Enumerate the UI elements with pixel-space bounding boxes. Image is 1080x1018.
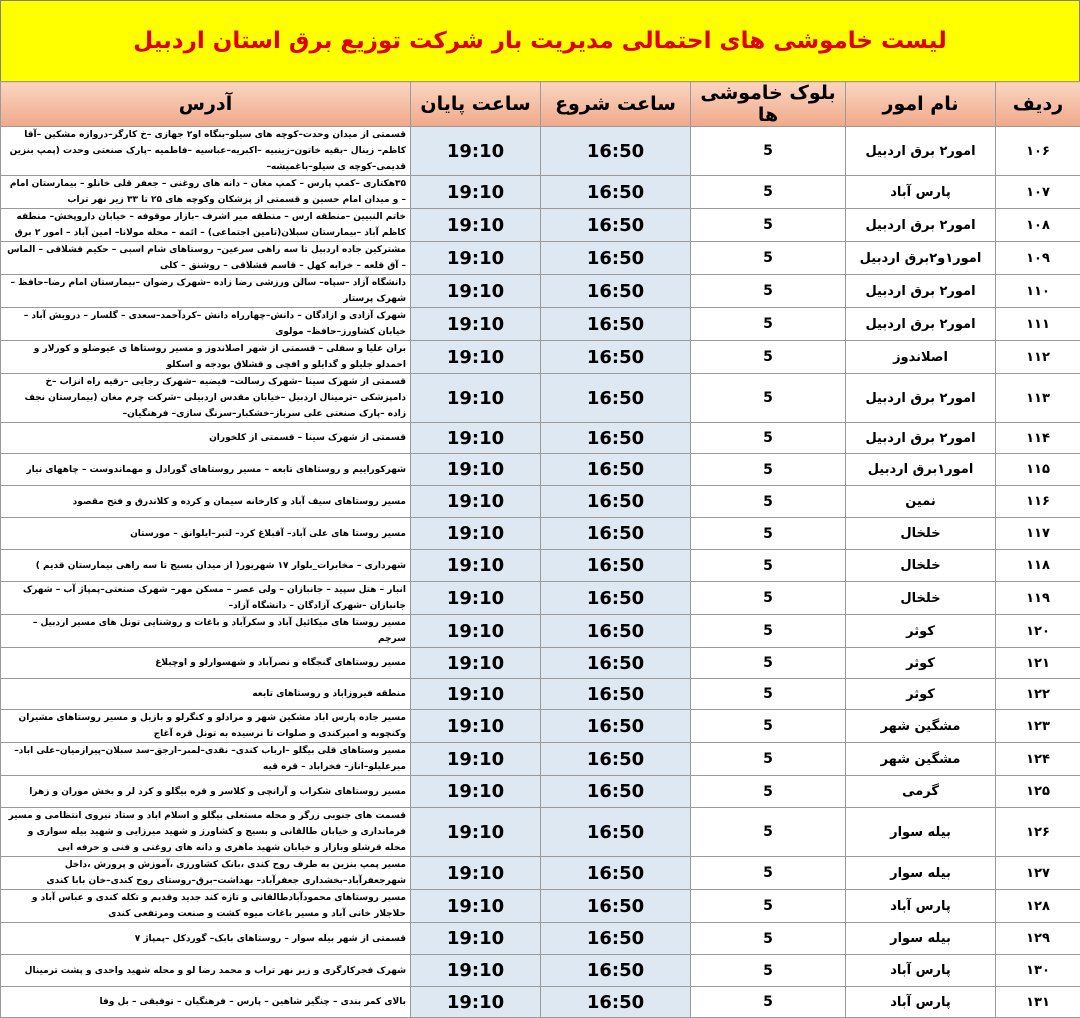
area-name-cell: بیله سوار — [846, 857, 996, 890]
row-number-cell: ۱۳۱ — [996, 987, 1080, 1018]
address-cell: دانشگاه آزاد –سپاه– سالن ورزشی رضا زاده –شهرک رضوان –بیمارستان امام رضا–حافظ – شهرک پرستار — [1, 275, 411, 308]
header-block: بلوک خاموشی ها — [691, 82, 846, 127]
table-row — [1, 648, 1080, 679]
row-number-cell: ۱۱۶ — [996, 486, 1080, 518]
row-number-cell: ۱۰۷ — [996, 176, 1080, 209]
row-number-cell: ۱۱۰ — [996, 275, 1080, 308]
address-cell: مسیر پمپ بنزین به طرف روح کندی ،بانک کشاورزی ،آموزش و پرورش ،داخل شهرجعفرآباد–بخشداری جعفرآباد– بهداشت–برق–روستای روح کندی–خان بابا کندی — [1, 857, 411, 890]
address-cell: مسیر روستاهای محمودآبادطالقانی و تازه کند جدید وقدیم و تکله کندی و عباس آباد و حلاجلار خانی آباد و مسیر باغات میوه کشت و صنعت ومرتفعی کندی — [1, 890, 411, 923]
address-cell: شهرک آزادی و ازادگان – دانش–چهارراه دانش –کردآحمد–سعدی – گلسار – درویش آباد –خیابان کشاورز–حافظ– مولوی — [1, 308, 411, 341]
address-cell: انبار – هتل سپید – جانبازان – ولی عصر – مسکن مهر– شهرک صنعتی–پمپاژ آب – شهرک جانبازان –شهرک آزادگان – دانشگاه آزاد– — [1, 582, 411, 615]
table-header-row — [1, 82, 1080, 127]
area-name-cell: امور۱برق اردبیل — [846, 454, 996, 486]
table-row — [1, 374, 1080, 423]
address-cell: ۳۵هکتاری –کمپ پارس – کمپ مغان – دانه های روغنی – جعفر قلی خانلو – بیمارستان امام – و میدان امام حسین و قسمتی از پزشکان وکوچه های ۲۵ تا ۳۳ زیر نهر تراب — [1, 176, 411, 209]
area-name-cell: پارس آباد — [846, 176, 996, 209]
table-row — [1, 176, 1080, 209]
table-row — [1, 423, 1080, 454]
table-row — [1, 857, 1080, 890]
row-number-cell: ۱۱۵ — [996, 454, 1080, 486]
area-name-cell: پارس آباد — [846, 987, 996, 1018]
area-name-cell: امور۲ برق اردبیل — [846, 275, 996, 308]
row-number-cell: ۱۲۶ — [996, 808, 1080, 857]
start-time-cell: 16:50 — [541, 890, 691, 923]
area-name-cell: پارس آباد — [846, 955, 996, 987]
table-row — [1, 679, 1080, 710]
start-time-cell: 16:50 — [541, 518, 691, 550]
row-number-cell: ۱۳۰ — [996, 955, 1080, 987]
start-time-cell: 16:50 — [541, 550, 691, 582]
end-time-cell: 19:10 — [411, 127, 541, 176]
address-cell: بران علیا و سفلی – قسمتی از شهر اصلاندوز و مسیر روستاها ی عیوضلو و کورلار و احمدلو جلیلو و گدایلو و افچی و قشلاق بودجه و اسکلو — [1, 341, 411, 374]
start-time-cell: 16:50 — [541, 341, 691, 374]
end-time-cell: 19:10 — [411, 341, 541, 374]
block-cell: 5 — [691, 423, 846, 454]
start-time-cell: 16:50 — [541, 275, 691, 308]
block-cell: 5 — [691, 550, 846, 582]
table-row — [1, 127, 1080, 176]
start-time-cell: 16:50 — [541, 127, 691, 176]
table-row — [1, 242, 1080, 275]
header-row-number: ردیف — [996, 82, 1080, 127]
row-number-cell: ۱۲۱ — [996, 648, 1080, 679]
address-cell: مسیر روستا های علی آباد– آقبلاغ کرد– لنبر–ایلوانق – مورستان — [1, 518, 411, 550]
row-number-cell: ۱۱۲ — [996, 341, 1080, 374]
header-address: آدرس — [1, 82, 411, 127]
start-time-cell: 16:50 — [541, 209, 691, 242]
block-cell: 5 — [691, 374, 846, 423]
end-time-cell: 19:10 — [411, 679, 541, 710]
table-row — [1, 582, 1080, 615]
area-name-cell: امور۲ برق اردبیل — [846, 209, 996, 242]
row-number-cell: ۱۲۳ — [996, 710, 1080, 743]
row-number-cell: ۱۰۸ — [996, 209, 1080, 242]
block-cell: 5 — [691, 242, 846, 275]
table-row — [1, 743, 1080, 776]
area-name-cell: کوثر — [846, 615, 996, 648]
row-number-cell: ۱۲۰ — [996, 615, 1080, 648]
table-row — [1, 486, 1080, 518]
address-cell: قسمتی از میدان وحدت–کوچه های سیلو–بنگاه او۲ جهازی –خ کارگر–دروازه مشکین –آقا کاظم– زینال –بقیه خاتون–زینبیه –اکبریه–عباسیه –فاطمیه –پارک صنعتی وحدت (پمپ بنزین قدیمی–کوچه ی سیلو–باغمیشه– — [1, 127, 411, 176]
end-time-cell: 19:10 — [411, 308, 541, 341]
end-time-cell: 19:10 — [411, 987, 541, 1018]
area-name-cell: مشگین شهر — [846, 743, 996, 776]
block-cell: 5 — [691, 582, 846, 615]
end-time-cell: 19:10 — [411, 550, 541, 582]
address-cell: بالای کمر بندی – چنگیز شاهین – پارس – فرهنگیان – توفیقی – بل وفا — [1, 987, 411, 1018]
area-name-cell: خلخال — [846, 550, 996, 582]
block-cell: 5 — [691, 987, 846, 1018]
row-number-cell: ۱۲۴ — [996, 743, 1080, 776]
block-cell: 5 — [691, 679, 846, 710]
end-time-cell: 19:10 — [411, 176, 541, 209]
end-time-cell: 19:10 — [411, 275, 541, 308]
row-number-cell: ۱۰۶ — [996, 127, 1080, 176]
end-time-cell: 19:10 — [411, 857, 541, 890]
address-cell: شهرکوراییم و روستاهای تابعه – مسیر روستاهای گورادل و مهماندوست – چاههای نیار — [1, 454, 411, 486]
block-cell: 5 — [691, 955, 846, 987]
page-title: لیست خاموشی های احتمالی مدیریت بار شرکت توزیع برق استان اردبیل — [133, 28, 947, 54]
row-number-cell: ۱۱۳ — [996, 374, 1080, 423]
start-time-cell: 16:50 — [541, 374, 691, 423]
end-time-cell: 19:10 — [411, 486, 541, 518]
row-number-cell: ۱۰۹ — [996, 242, 1080, 275]
area-name-cell: کوثر — [846, 679, 996, 710]
row-number-cell: ۱۲۵ — [996, 776, 1080, 808]
start-time-cell: 16:50 — [541, 582, 691, 615]
start-time-cell: 16:50 — [541, 710, 691, 743]
end-time-cell: 19:10 — [411, 890, 541, 923]
address-cell: قسمتی از شهر بیله سوار – روستاهای بابک– گوردکل –پمپاژ ۷ — [1, 923, 411, 955]
block-cell: 5 — [691, 923, 846, 955]
address-cell: مسیر روستاهای گنجگاه و نصرآباد و شهسوارلو و اوچبلاغ — [1, 648, 411, 679]
row-number-cell: ۱۲۸ — [996, 890, 1080, 923]
area-name-cell: امور۲ برق اردبیل — [846, 374, 996, 423]
header-start-time: ساعت شروع — [541, 82, 691, 127]
end-time-cell: 19:10 — [411, 423, 541, 454]
address-cell: شهرک فجرکارگری و زیر نهر تراب و محمد رضا لو و محله شهید واحدی و پشت ترمینال — [1, 955, 411, 987]
end-time-cell: 19:10 — [411, 648, 541, 679]
end-time-cell: 19:10 — [411, 710, 541, 743]
table-row — [1, 710, 1080, 743]
end-time-cell: 19:10 — [411, 209, 541, 242]
start-time-cell: 16:50 — [541, 176, 691, 209]
address-cell: مسیر جاده پارس اباد مشکین شهر و مرادلو و کنگرلو و بازیل و مسیر روستاهای مشیران وکنچوبه و امیرکندی و صلوات تا نرسیده به تونل قره آغاج — [1, 710, 411, 743]
area-name-cell: اصلاندوز — [846, 341, 996, 374]
block-cell: 5 — [691, 275, 846, 308]
address-cell: قسمت های جنوبی زرگر و محله مستعلی بیگلو و اسلام اباد و ستاد نیروی انتظامی و مسیر فرمانداری و خیابان طالقانی و بسیج و کشاورز و شهید میرزایی و شهید بیله سواری و محله قرشلو وبازار و خیابان شهید ماهری و دانه های روغنی و فنی و حرفه ایی — [1, 808, 411, 857]
header-area-name: نام امور — [846, 82, 996, 127]
end-time-cell: 19:10 — [411, 242, 541, 275]
block-cell: 5 — [691, 890, 846, 923]
area-name-cell: امور۲ برق اردبیل — [846, 423, 996, 454]
block-cell: 5 — [691, 710, 846, 743]
address-cell: مسیر روستاهای شکراب و آرانچی و کلاسر و قره بیگلو و کرد لر و بخش موران و زهرا — [1, 776, 411, 808]
table-row — [1, 615, 1080, 648]
header-end-time: ساعت پایان — [411, 82, 541, 127]
table-row — [1, 923, 1080, 955]
start-time-cell: 16:50 — [541, 776, 691, 808]
block-cell: 5 — [691, 518, 846, 550]
area-name-cell: بیله سوار — [846, 808, 996, 857]
address-cell: خاتم النبیین –منطقه ارس – منطقه میر اشرف –بازار موقوفه – خیابان داروپخش– منطقه کاظم آباد –بیمارستان سبلان(تامین اجتماعی) – ائمه – محله مولانا– امین آباد – امور ۲ برق — [1, 209, 411, 242]
table-row — [1, 341, 1080, 374]
block-cell: 5 — [691, 454, 846, 486]
address-cell: مسیر روستا های میکائیل آباد و سکرآباد و باغات و روشنایی تونل های مسیر اردبیل – سرچم — [1, 615, 411, 648]
area-name-cell: پارس آباد — [846, 890, 996, 923]
table-row — [1, 776, 1080, 808]
start-time-cell: 16:50 — [541, 308, 691, 341]
block-cell: 5 — [691, 648, 846, 679]
start-time-cell: 16:50 — [541, 808, 691, 857]
start-time-cell: 16:50 — [541, 648, 691, 679]
start-time-cell: 16:50 — [541, 454, 691, 486]
area-name-cell: امور۱و۲برق اردبیل — [846, 242, 996, 275]
start-time-cell: 16:50 — [541, 987, 691, 1018]
end-time-cell: 19:10 — [411, 374, 541, 423]
area-name-cell: گرمی — [846, 776, 996, 808]
address-cell: قسمتی از شهرک سینا –شهرک رسالت– فیضیه –شهرک رجایی –رقیه راه انزاب –خ دامپزشکی –ترمینال اردبیل –خیابان مقدس اردبیلی –شرکت چرم مغان (بیمارستان نجف زاده –پارک صنعتی علی سرباز–خشکبار–سرنگ سازی– فرهنگیان– — [1, 374, 411, 423]
row-number-cell: ۱۱۷ — [996, 518, 1080, 550]
block-cell: 5 — [691, 486, 846, 518]
start-time-cell: 16:50 — [541, 923, 691, 955]
area-name-cell: نمین — [846, 486, 996, 518]
start-time-cell: 16:50 — [541, 486, 691, 518]
start-time-cell: 16:50 — [541, 423, 691, 454]
area-name-cell: امور۲ برق اردبیل — [846, 308, 996, 341]
table-row — [1, 890, 1080, 923]
address-cell: مشترکین جاده اردبیل تا سه راهی سرعین– روستاهای شام اسبی – حکیم قشلاقی – الماس – آق قلعه – خرابه کهل – قاسم قشلاقی – روشنق – کلی — [1, 242, 411, 275]
area-name-cell: امور۲ برق اردبیل — [846, 127, 996, 176]
block-cell: 5 — [691, 615, 846, 648]
table-row — [1, 275, 1080, 308]
end-time-cell: 19:10 — [411, 923, 541, 955]
row-number-cell: ۱۱۱ — [996, 308, 1080, 341]
area-name-cell: مشگین شهر — [846, 710, 996, 743]
address-cell: منطقه فیروزاباد و روستاهای تابعه — [1, 679, 411, 710]
block-cell: 5 — [691, 776, 846, 808]
row-number-cell: ۱۱۸ — [996, 550, 1080, 582]
outage-table — [0, 81, 1080, 1018]
table-row — [1, 308, 1080, 341]
end-time-cell: 19:10 — [411, 743, 541, 776]
block-cell: 5 — [691, 127, 846, 176]
start-time-cell: 16:50 — [541, 679, 691, 710]
block-cell: 5 — [691, 176, 846, 209]
start-time-cell: 16:50 — [541, 242, 691, 275]
start-time-cell: 16:50 — [541, 615, 691, 648]
table-body — [1, 127, 1080, 1018]
block-cell: 5 — [691, 857, 846, 890]
table-row — [1, 808, 1080, 857]
table-row — [1, 518, 1080, 550]
address-cell: قسمتی از شهرک سینا – قسمتی از کلخوران — [1, 423, 411, 454]
area-name-cell: خلخال — [846, 582, 996, 615]
row-number-cell: ۱۱۴ — [996, 423, 1080, 454]
area-name-cell: خلخال — [846, 518, 996, 550]
address-cell: مسیر وستاهای قلی بیگلو –ارباب کندی– نقدی–لمبر–ارجق–سد سبلان–پیرازمیان–علی اباد–میرعلیلو–اناز– فخراباد – قره قیه — [1, 743, 411, 776]
end-time-cell: 19:10 — [411, 454, 541, 486]
title-bar — [0, 0, 1080, 82]
block-cell: 5 — [691, 743, 846, 776]
table-row — [1, 955, 1080, 987]
address-cell: مسیر روستاهای سیف آباد و کارخانه سیمان و کرده و کلاندرق و فتح مقصود — [1, 486, 411, 518]
start-time-cell: 16:50 — [541, 955, 691, 987]
row-number-cell: ۱۲۹ — [996, 923, 1080, 955]
row-number-cell: ۱۲۲ — [996, 679, 1080, 710]
end-time-cell: 19:10 — [411, 955, 541, 987]
table-row — [1, 550, 1080, 582]
area-name-cell: کوثر — [846, 648, 996, 679]
block-cell: 5 — [691, 808, 846, 857]
end-time-cell: 19:10 — [411, 582, 541, 615]
block-cell: 5 — [691, 209, 846, 242]
row-number-cell: ۱۱۹ — [996, 582, 1080, 615]
end-time-cell: 19:10 — [411, 615, 541, 648]
table-row — [1, 987, 1080, 1018]
area-name-cell: بیله سوار — [846, 923, 996, 955]
block-cell: 5 — [691, 341, 846, 374]
table-row — [1, 454, 1080, 486]
table-row — [1, 209, 1080, 242]
end-time-cell: 19:10 — [411, 808, 541, 857]
start-time-cell: 16:50 — [541, 857, 691, 890]
address-cell: شهرداری – مخابرات_بلوار ۱۷ شهریور( از میدان بسیج تا سه راهی بیمارستان قدیم ) — [1, 550, 411, 582]
row-number-cell: ۱۲۷ — [996, 857, 1080, 890]
block-cell: 5 — [691, 308, 846, 341]
end-time-cell: 19:10 — [411, 776, 541, 808]
start-time-cell: 16:50 — [541, 743, 691, 776]
end-time-cell: 19:10 — [411, 518, 541, 550]
